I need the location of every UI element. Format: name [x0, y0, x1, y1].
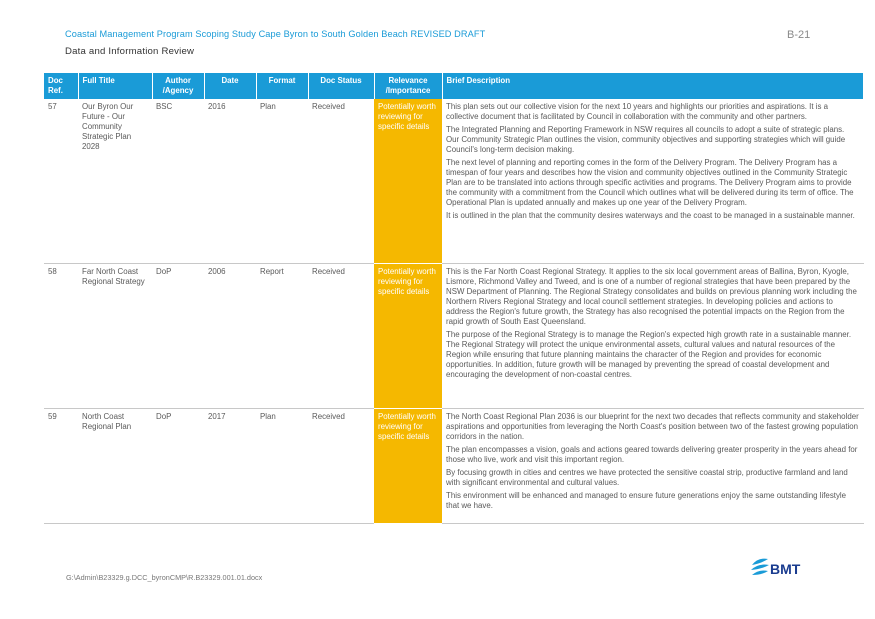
cell-date: 2006	[204, 264, 256, 409]
cell-description	[442, 409, 864, 524]
description-paragraph: The North Coast Regional Plan 2036 is our blueprint for the next two decades that reflects community and stakeholder aspirations and opportunities from leveraging the North Coast's position between two of the fastest growing population corridors in the nation.	[446, 412, 859, 441]
table-row	[44, 99, 864, 264]
description-paragraph: The purpose of the Regional Strategy is to manage the Region's expected high growth rate in a sustainable manner. The Regional Strategy will protect the unique environmental assets, cultural values and natural resources of the Region while ensuring that future planning maintains the character of the Region and provides for economic opportunities. In addition, future growth will be managed by preventing the spread of coastal development and encouraging the development of non-coastal centres.	[446, 330, 852, 379]
cell-status: Received	[308, 409, 374, 524]
col-header-title: Full Title	[78, 73, 152, 99]
col-header-date: Date	[204, 73, 256, 99]
cell-ref: 57	[44, 99, 78, 264]
col-header-relevance: Relevance /Importance	[374, 73, 442, 99]
description-paragraph: By focusing growth in cities and centres we have protected the sensitive coastal strip, productive farmland and land with significant environmental and cultural values.	[446, 468, 848, 487]
cell-date: 2017	[204, 409, 256, 524]
description-paragraph: This is the Far North Coast Regional Strategy. It applies to the six local government areas of Ballina, Byron, Kyogle, Lismore, Richmond Valley and Tweed, and is one of a number of regional strategies that have been prepared by the NSW Department of Planning. The Regional Strategy consolidates and builds on previous planning work including the Northern Rivers Regional Strategy and local council settlement strategies. In developing policies and actions to address the Region's future growth, the Strategy has also recognised the potential impacts on the Region from the rapid growth of South East Queensland.	[446, 267, 857, 326]
cell-format: Plan	[256, 99, 308, 264]
cell-description	[442, 264, 864, 409]
description-paragraph: The next level of planning and reporting comes in the form of the Delivery Program. The Delivery Program has a timespan of four years and describes how the vision and community objectives outlined in the Community Strategic Plan are to be translated into actions through specific activities and programs. The Delivery Program aims to provide the community with a commitment from the Council which outlines what will be delivered during its term of office. The Operational Plan is updated annually and makes up one year of the Delivery Program.	[446, 158, 854, 207]
document-title: Coastal Management Program Scoping Study Cape Byron to South Golden Beach REVISED DRAFT	[65, 29, 486, 39]
col-header-ref: Doc Ref.	[44, 73, 78, 99]
section-subtitle: Data and Information Review	[65, 46, 195, 57]
bmt-logo-icon	[750, 555, 770, 579]
col-header-author: Author /Agency	[152, 73, 204, 99]
table-header-row	[44, 73, 864, 99]
cell-status: Received	[308, 264, 374, 409]
cell-relevance: Potentially worth reviewing for specific details	[374, 409, 442, 524]
cell-ref: 58	[44, 264, 78, 409]
table-row	[44, 264, 864, 409]
cell-author: DoP	[152, 264, 204, 409]
cell-relevance: Potentially worth reviewing for specific details	[374, 99, 442, 264]
cell-format: Report	[256, 264, 308, 409]
cell-description	[442, 99, 864, 264]
cell-format: Plan	[256, 409, 308, 524]
col-header-status: Doc Status	[308, 73, 374, 99]
description-paragraph: This plan sets out our collective vision for the next 10 years and highlights our priorities and aspirations. It is a collective document that is facilitated by Council in collaboration with the community and other partners.	[446, 102, 829, 121]
cell-author: DoP	[152, 409, 204, 524]
description-paragraph: This environment will be enhanced and managed to ensure future generations enjoy the same outstanding lifestyle that we have.	[446, 491, 847, 510]
file-path: G:\Admin\B23329.g.DCC_byronCMP\R.B23329.001.01.docx	[66, 573, 263, 582]
cell-title: North Coast Regional Plan	[78, 409, 152, 524]
bmt-logo-text: BMT	[770, 561, 801, 577]
description-paragraph: It is outlined in the plan that the community desires waterways and the coast to be managed in a sustainable manner.	[446, 211, 855, 220]
cell-author: BSC	[152, 99, 204, 264]
cell-relevance: Potentially worth reviewing for specific details	[374, 264, 442, 409]
cell-date: 2016	[204, 99, 256, 264]
description-paragraph: The Integrated Planning and Reporting Framework in NSW requires all councils to adopt a suite of strategic plans. Our Community Strategic Plan outlines the vision, community objectives and supporting strategies which will guide Council's long-term decision making.	[446, 125, 846, 154]
table-row	[44, 409, 864, 524]
cell-title: Our Byron Our Future - Our Community Strategic Plan 2028	[78, 99, 152, 264]
cell-title: Far North Coast Regional Strategy	[78, 264, 152, 409]
description-paragraph: The plan encompasses a vision, goals and actions geared towards delivering greater prosperity in the years ahead for those who live, work and visit this important region.	[446, 445, 858, 464]
col-header-format: Format	[256, 73, 308, 99]
bmt-logo	[750, 555, 810, 581]
cell-status: Received	[308, 99, 374, 264]
data-review-table	[44, 73, 864, 524]
cell-ref: 59	[44, 409, 78, 524]
page-number: B-21	[787, 29, 811, 41]
col-header-description: Brief Description	[442, 73, 864, 99]
